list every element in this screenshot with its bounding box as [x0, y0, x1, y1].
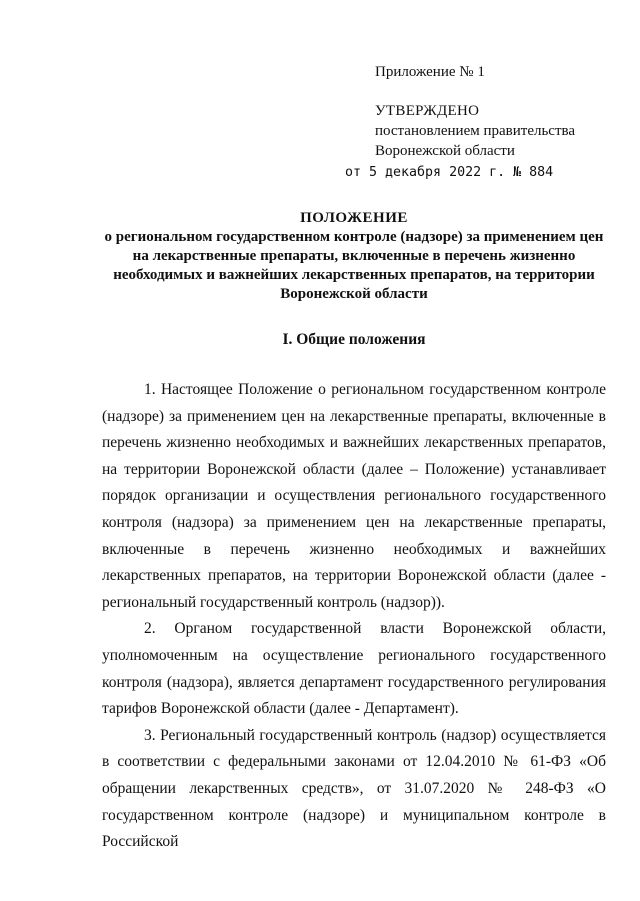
annex-label: Приложение № 1: [375, 64, 485, 80]
section-heading: I. Общие положения: [282, 331, 426, 348]
approved-by-line-1: постановлением правительства: [375, 123, 576, 139]
document-title: [92, 209, 616, 304]
paragraph-3: 3. Региональный государственный контроль (надзор) осуществляется в соответствии с федеральными законами от 12.04.2010 № 61-ФЗ «Об обращении лекарственных средств», от 31.07.2020 № 248-ФЗ «О государственном контроле (надзоре) и муниципальном контроле в Российской: [102, 726, 606, 851]
decree-reference: от 5 декабря 2022 г. № 884: [345, 165, 554, 180]
title-main: ПОЛОЖЕНИЕ: [300, 210, 408, 226]
paragraph-1: 1. Настоящее Положение о региональном государственном контроле (надзоре) за применением цен на лекарственные препараты, включенные в перечень жизненно необходимых и важнейших лекарственных препаратов, на территории Воронежской области (далее – Положение) устанавливает порядок организации и осуществления регионального государственного контроля (надзора) за применением цен на лекарственные препараты, включенные в перечень жизненно необходимых и важнейших лекарственных препаратов, на территории Воронежской области (далее - региональный государственный контроль (надзор)).: [102, 381, 606, 611]
approved-by-line-2: Воронежской области: [375, 143, 515, 159]
title-line-2: на лекарственные препараты, включенные в перечень жизненно: [132, 248, 576, 264]
document-body: [102, 377, 606, 856]
approval-block: [345, 62, 576, 183]
approved-stamp-text: УТВЕРЖДЕНО: [375, 103, 480, 119]
title-line-1: о региональном государственном контроле (надзоре) за применением цен: [104, 229, 604, 245]
paragraph-2: 2. Органом государственной власти Воронежской области, уполномоченным на осуществление регионального государственного контроля (надзора), является департамент государственного регулирования тарифов Воронежской области (далее - Департамент).: [102, 620, 606, 718]
title-line-3: необходимых и важнейших лекарственных препаратов, на территории: [113, 267, 595, 283]
title-line-4: Воронежской области: [280, 286, 428, 302]
